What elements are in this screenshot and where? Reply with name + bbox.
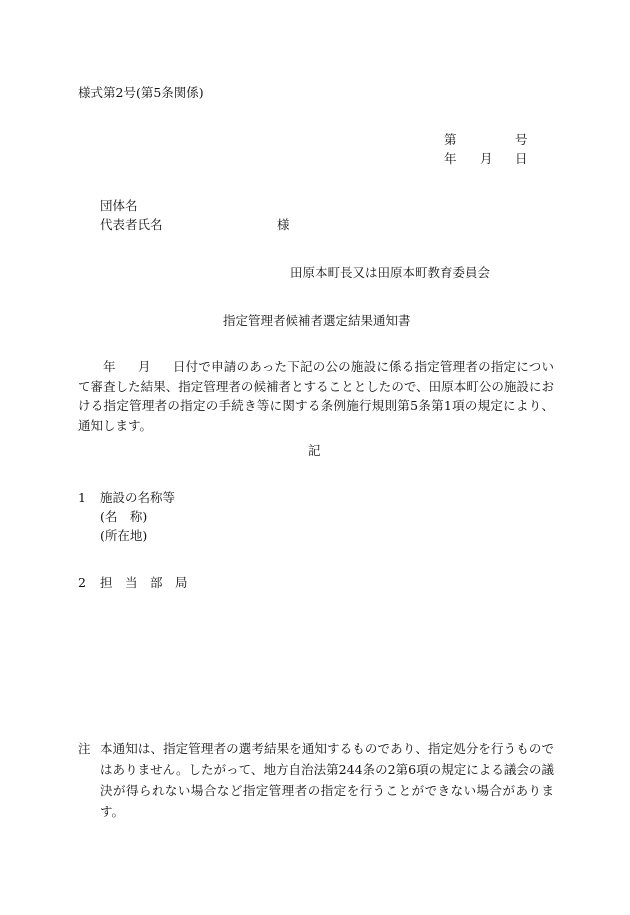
item-1-sub-location: (所在地) <box>100 528 148 543</box>
item-1-sub-name: (名 称) <box>100 509 148 524</box>
form-label: 様式第2号(第5条関係) <box>78 85 204 100</box>
item-1 <box>78 490 175 506</box>
recipient-honorific: 様 <box>277 217 290 232</box>
body-month: 月 <box>137 359 151 374</box>
item-2-number: 2 <box>78 575 86 590</box>
item-1-label: 施設の名称等 <box>99 490 175 505</box>
note-text: 本通知は、指定管理者の選考結果を通知するものであり、指定処分を行うものではありません。したがって、地方自治法第244条の2第6項の規定による議会の議決が得られない場合など指定管理者の指定を行うことができない場合があります。 <box>100 741 554 819</box>
body-paragraph <box>78 357 554 435</box>
date-day: 日 <box>515 151 528 166</box>
number-prefix: 第 <box>444 132 457 147</box>
date-year: 年 <box>444 151 457 166</box>
recipient-rep-label: 代表者氏名 <box>100 217 163 232</box>
note-label: 注 <box>78 741 91 756</box>
document-title: 指定管理者候補者選定結果通知書 <box>223 313 411 328</box>
date-month: 月 <box>480 151 493 166</box>
ki-mark: 記 <box>308 443 321 458</box>
body-year: 年 <box>103 359 116 374</box>
item-2-label: 担 当 部 局 <box>99 575 188 590</box>
item-1-number: 1 <box>78 490 86 505</box>
item-2 <box>78 575 187 591</box>
recipient-org-label: 団体名 <box>100 198 138 213</box>
issuer: 田原本町長又は田原本町教育委員会 <box>290 265 491 280</box>
number-suffix: 号 <box>515 132 528 147</box>
body-text: 日付で申請のあった下記の公の施設に係る指定管理者の指定について審査した結果、指定管理者の候補者とすることとしたので、田原本町公の施設における指定管理者の指定の手続き等に関する条例施行規則第5条第1項の規定により、通知します。 <box>78 359 554 433</box>
